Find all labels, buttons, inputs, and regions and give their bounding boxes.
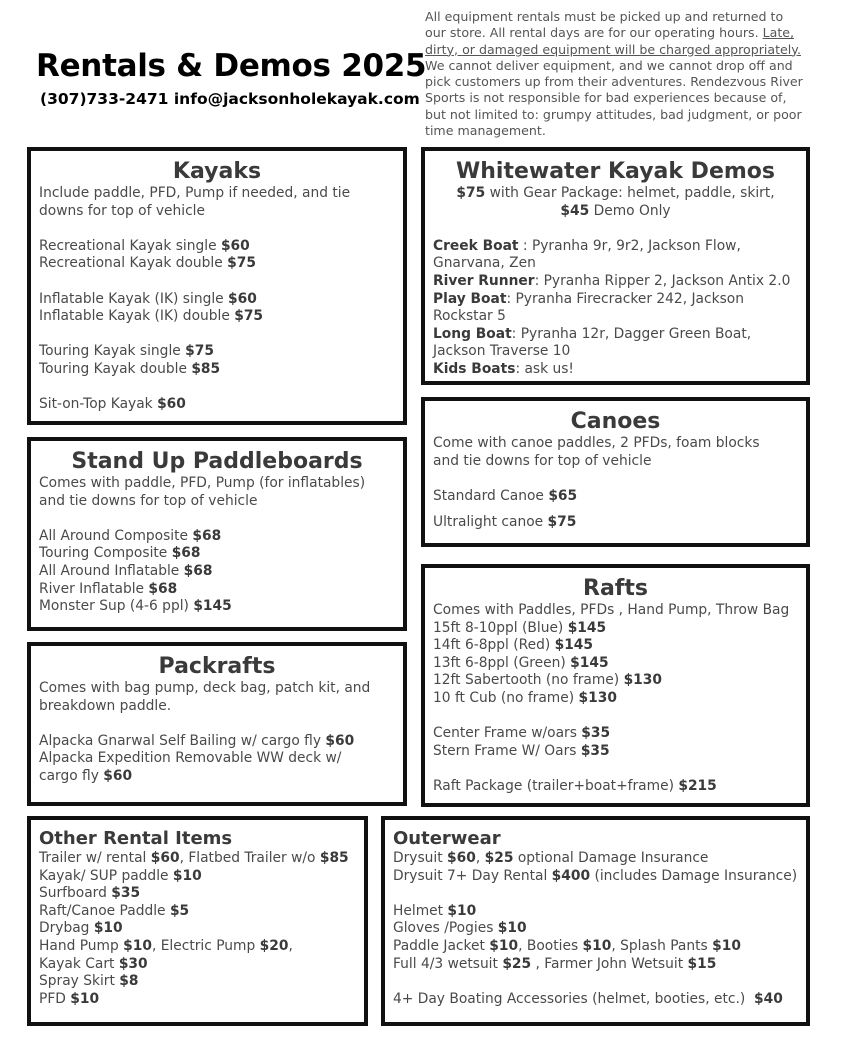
demo-boat-line: Kids Boats: ask us!	[433, 360, 574, 377]
packrafts-description: Comes with bag pump, deck bag, patch kit, and breakdown paddle.	[39, 680, 371, 714]
price-line: Drysuit $60, $25 optional Damage Insurance	[393, 850, 709, 866]
price-line: Trailer w/ rental $60, Flatbed Trailer w/o $85	[39, 850, 349, 866]
price-line: Center Frame w/oars $35	[433, 725, 611, 742]
demos-pricing: $75 with Gear Package: helmet, paddle, skirt,	[456, 185, 775, 201]
price-line: 10 ft Cub (no frame) $130	[433, 689, 617, 706]
price-line: 15ft 8-10ppl (Blue) $145	[433, 619, 607, 636]
demos-heading: Whitewater Kayak Demos	[455, 159, 776, 184]
demo-boat-line: Long Boat: Pyranha 12r, Dagger Green Boat, Jackson Traverse 10	[433, 325, 752, 360]
price-line: Sit-on-Top Kayak $60	[39, 396, 186, 413]
price-line: Full 4/3 wetsuit $25 , Farmer John Wetsuit $15	[393, 955, 717, 972]
disclaimer-underlined-text: Late, dirty, or damaged equipment will be charged appropriately.	[425, 25, 801, 57]
price-line: Surfboard $35	[39, 885, 141, 902]
sup-heading: Stand Up Paddleboards	[71, 449, 363, 474]
price-line: Paddle Jacket $10, Booties $10, Splash Pants $10	[393, 937, 741, 954]
price-line: Raft/Canoe Paddle $5	[39, 902, 190, 919]
price-line: Standard Canoe $65	[433, 487, 578, 504]
demo-boat-line: Creek Boat : Pyranha 9r, 9r2, Jackson Flow, Gnarvana, Zen	[433, 237, 741, 272]
price-line: Monster Sup (4-6 ppl) $145	[39, 598, 232, 615]
canoes-heading: Canoes	[570, 409, 661, 434]
price-line: All Around Inflatable $68	[39, 562, 213, 579]
canoes-section	[421, 397, 810, 547]
contact-info: (307)733-2471 info@jacksonholekayak.com	[40, 90, 420, 108]
price-line: Drybag $10	[39, 920, 123, 937]
rafts-heading: Rafts	[583, 576, 648, 601]
price-line: Ultralight canoe $75	[433, 514, 577, 531]
page-title: Rentals & Demos 2025	[36, 48, 427, 84]
price-line: Kayak/ SUP paddle $10	[39, 867, 202, 884]
price-line: Stern Frame W/ Oars $35	[433, 742, 610, 759]
sup-description: Comes with paddle, PFD, Pump (for inflatables) and tie downs for top of vehicle	[39, 475, 366, 509]
other-items-section	[27, 816, 368, 1026]
price-line: Recreational Kayak single $60	[39, 237, 250, 254]
price-line: All Around Composite $68	[39, 527, 222, 544]
price-line: Alpacka Expedition Removable WW deck w/ cargo fly $60	[39, 750, 342, 784]
price-line: 4+ Day Boating Accessories (helmet, booties, etc.) $40	[393, 990, 783, 1007]
other-items-heading: Other Rental Items	[39, 828, 233, 849]
price-line: Touring Composite $68	[39, 545, 201, 562]
price-line: Inflatable Kayak (IK) single $60	[39, 290, 257, 307]
disclaimer-text: All equipment rentals must be picked up and returned to our store. All rental days are for our operating hours.	[425, 9, 784, 41]
demos-section	[421, 147, 810, 385]
disclaimer-text-continued: We cannot deliver equipment, and we cannot drop off and pick customers up from their adventures. Rendezvous River Sports is not responsible for bad experiences because of, but not limited to: grumpy attitudes, bad judgment, or poor time management.	[425, 57, 803, 139]
price-line: Raft Package (trailer+boat+frame) $215	[433, 777, 717, 794]
price-line: Inflatable Kayak (IK) double $75	[39, 308, 264, 325]
demo-boat-line: Play Boat: Pyranha Firecracker 242, Jackson Rockstar 5	[433, 290, 744, 325]
price-line: Alpacka Gnarwal Self Bailing w/ cargo fly $60	[39, 732, 355, 749]
price-line: 14ft 6-8ppl (Red) $145	[433, 637, 594, 654]
price-line: Hand Pump $10, Electric Pump $20,	[39, 937, 293, 954]
price-line: Spray Skirt $8	[39, 973, 139, 990]
price-line: River Inflatable $68	[39, 580, 178, 597]
price-line: PFD $10	[39, 990, 100, 1007]
price-line: Kayak Cart $30	[39, 955, 148, 972]
price-line: Recreational Kayak double $75	[39, 255, 256, 272]
price-line: Helmet $10	[393, 902, 477, 919]
packrafts-heading: Packrafts	[158, 654, 276, 679]
rafts-section	[421, 564, 810, 807]
kayaks-description: Include paddle, PFD, Pump if needed, and tie downs for top of vehicle	[39, 185, 351, 219]
kayaks-heading: Kayaks	[172, 159, 262, 184]
outerwear-section	[381, 816, 810, 1026]
outerwear-heading: Outerwear	[393, 828, 501, 849]
rafts-description: Comes with Paddles, PFDs , Hand Pump, Throw Bag	[433, 602, 790, 618]
canoes-description: Come with canoe paddles, 2 PFDs, foam blocks and tie downs for top of vehicle	[433, 435, 760, 469]
kayaks-section	[27, 147, 407, 425]
price-line: 12ft Sabertooth (no frame) $130	[433, 672, 662, 689]
price-line: Drysuit 7+ Day Rental $400 (includes Damage Insurance)	[393, 867, 798, 884]
packrafts-section	[27, 642, 407, 806]
demos-pricing-demo-only: $45 Demo Only	[560, 202, 671, 219]
sup-section	[27, 437, 407, 631]
price-line: Gloves /Pogies $10	[393, 920, 527, 937]
price-line: 13ft 6-8ppl (Green) $145	[433, 654, 609, 671]
demo-boat-line: River Runner: Pyranha Ripper 2, Jackson Antix 2.0	[433, 272, 791, 289]
rental-disclaimer	[425, 9, 805, 139]
price-line: Touring Kayak double $85	[39, 360, 221, 377]
price-line: Touring Kayak single $75	[39, 343, 214, 360]
